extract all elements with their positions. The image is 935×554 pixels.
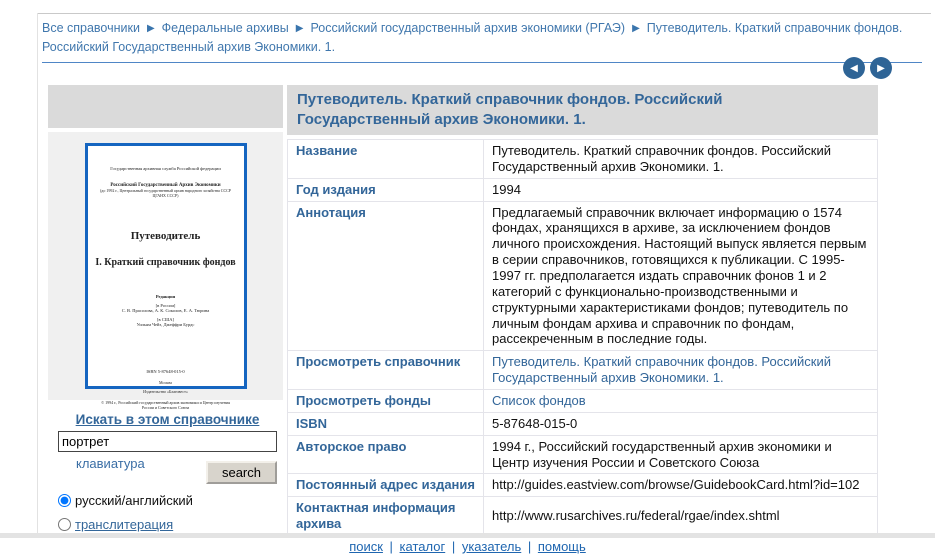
breadcrumb-item[interactable]: Все справочники: [42, 21, 140, 35]
row-label: Контактная информация архива: [288, 497, 484, 536]
details-table: [287, 139, 878, 536]
row-value: Предлагаемый справочник включает информацию о 1574 фондах, хранящихся в архиве, за исключением фондов личного происхождения. Настоящий выпуск является первым в серии справочников, готовящихся к публикации. С 1995-1997 гг. предполагается издать справочник фонов 1 и 2 категорий с функционально-производственными и структурными характеристиками фондов; путеводитель по личным фондам архива и справочник по фондам, рассекреченным в последние годы.: [484, 201, 878, 351]
row-value: 1994 г., Российский государственный архив экономики и Центр изучения России и Советского Союза: [484, 435, 878, 474]
footer-divider: [0, 533, 935, 538]
cover-agency-line: Государственная архивная служба Российской федерации: [110, 166, 221, 171]
row-label: ISBN: [288, 412, 484, 435]
breadcrumb-item[interactable]: Путеводитель. Краткий справочник фондов. Российский Государственный архив Экономики. 1.: [42, 21, 903, 55]
footer-separator: |: [448, 539, 459, 554]
row-label: Просмотреть справочник: [288, 351, 484, 390]
cover-editors-ru: С. В. Прасолова, А. К. Соколов, Е. А. Тюрина: [121, 308, 210, 313]
breadcrumb-item[interactable]: Федеральные архивы: [161, 21, 289, 35]
next-button[interactable]: [870, 57, 892, 79]
table-row: [288, 351, 878, 390]
row-value-link[interactable]: Список фондов: [492, 393, 586, 409]
footer-link[interactable]: каталог: [399, 539, 446, 554]
left-divider: [37, 13, 38, 533]
footer-link[interactable]: указатель: [461, 539, 522, 554]
prev-button[interactable]: [843, 57, 865, 79]
sidebar: [48, 85, 283, 532]
keyboard-link[interactable]: клавиатура: [76, 456, 145, 471]
radio-transliteration-label[interactable]: транслитерация: [75, 517, 174, 532]
top-divider: [37, 13, 931, 14]
radio-row-language: [58, 493, 277, 508]
book-cover-image: [85, 143, 247, 410]
breadcrumb-separator-icon: ▶: [632, 23, 640, 34]
search-input[interactable]: [58, 431, 277, 452]
next-arrow-icon: ▶: [877, 62, 885, 74]
table-row: [288, 178, 878, 201]
breadcrumb-item[interactable]: Российский государственный архив экономики (РГАЭ): [310, 21, 626, 35]
footer-link[interactable]: помощь: [537, 539, 586, 554]
sidebar-header-spacer: [48, 85, 283, 128]
row-label: Просмотреть фонды: [288, 390, 484, 413]
row-value: [484, 390, 878, 413]
row-value: http://guides.eastview.com/browse/GuidebookCard.html?id=102: [484, 474, 878, 497]
row-value: Путеводитель. Краткий справочник фондов. Российский Государственный архив Экономики. 1.: [484, 140, 878, 179]
cover-city: Москва: [159, 380, 172, 385]
cover-editors-us: Уильям Чейз, Джеффри Бурдс: [136, 322, 195, 327]
row-label: Год издания: [288, 178, 484, 201]
table-row: [288, 474, 878, 497]
table-row: [288, 201, 878, 351]
main-content: [287, 85, 878, 536]
cover-archive-name: Российский Государственный Архив Экономики: [110, 183, 221, 188]
row-label: Название: [288, 140, 484, 179]
search-panel: [48, 412, 277, 532]
row-label: Авторское право: [288, 435, 484, 474]
cover-editors-us-label: [в США]: [156, 317, 175, 322]
cover-editors-heading: Редакция: [155, 294, 176, 299]
row-value: 5-87648-015-0: [484, 412, 878, 435]
pagination-arrows: [843, 57, 892, 79]
table-row: [288, 497, 878, 536]
radio-transliteration[interactable]: [58, 518, 71, 531]
cover-editors-ru-label: [в России]: [155, 303, 176, 308]
cover-copyright: © 1994 г., Российский государственный архив экономики и Центр изучения России и Советского Союза: [101, 400, 230, 410]
radio-russian-english-label: русский/английский: [75, 493, 193, 508]
details-table-body: [288, 140, 878, 536]
table-row: [288, 390, 878, 413]
breadcrumb: [42, 19, 922, 63]
cover-isbn: ISBN 5-87648-015-0: [146, 369, 185, 374]
row-value-link[interactable]: Путеводитель. Краткий справочник фондов. Российский Государственный архив Экономики. 1.: [492, 354, 831, 386]
cover-former-name: (до 1992 г., Центральный государственный архив народного хозяйства СССР: [99, 188, 232, 193]
search-button[interactable]: search: [206, 461, 277, 484]
row-value: http://www.rusarchives.ru/federal/rgae/index.shtml: [484, 497, 878, 536]
cover-publisher: Издательство «Благовест»: [143, 389, 188, 394]
cover-title: Путеводитель: [130, 230, 201, 242]
footer-links: [0, 539, 935, 554]
book-cover-area: [48, 132, 283, 410]
table-row: [288, 412, 878, 435]
footer-separator: |: [385, 539, 397, 554]
prev-arrow-icon: ◀: [850, 62, 858, 74]
search-controls-row: [58, 454, 277, 484]
table-row: [288, 140, 878, 179]
row-label: Аннотация: [288, 201, 484, 351]
footer-link[interactable]: поиск: [349, 539, 383, 554]
row-label: Постоянный адрес издания: [288, 474, 484, 497]
page-title: Путеводитель. Краткий справочник фондов. Российский Государственный архив Экономики. 1.: [287, 85, 878, 135]
table-row: [288, 435, 878, 474]
radio-russian-english[interactable]: [58, 494, 71, 507]
footer-separator: |: [524, 539, 535, 554]
row-value: 1994: [484, 178, 878, 201]
breadcrumb-separator-icon: ▶: [146, 23, 155, 34]
radio-row-translit: [58, 517, 277, 532]
breadcrumb-separator-icon: ▶: [295, 23, 304, 34]
cover-subtitle: I. Краткий справочник фондов: [95, 257, 236, 268]
search-heading: Искать в этом справочнике: [75, 412, 260, 427]
row-value: [484, 351, 878, 390]
cover-former-name-2: ЦГАНХ СССР): [152, 193, 179, 198]
